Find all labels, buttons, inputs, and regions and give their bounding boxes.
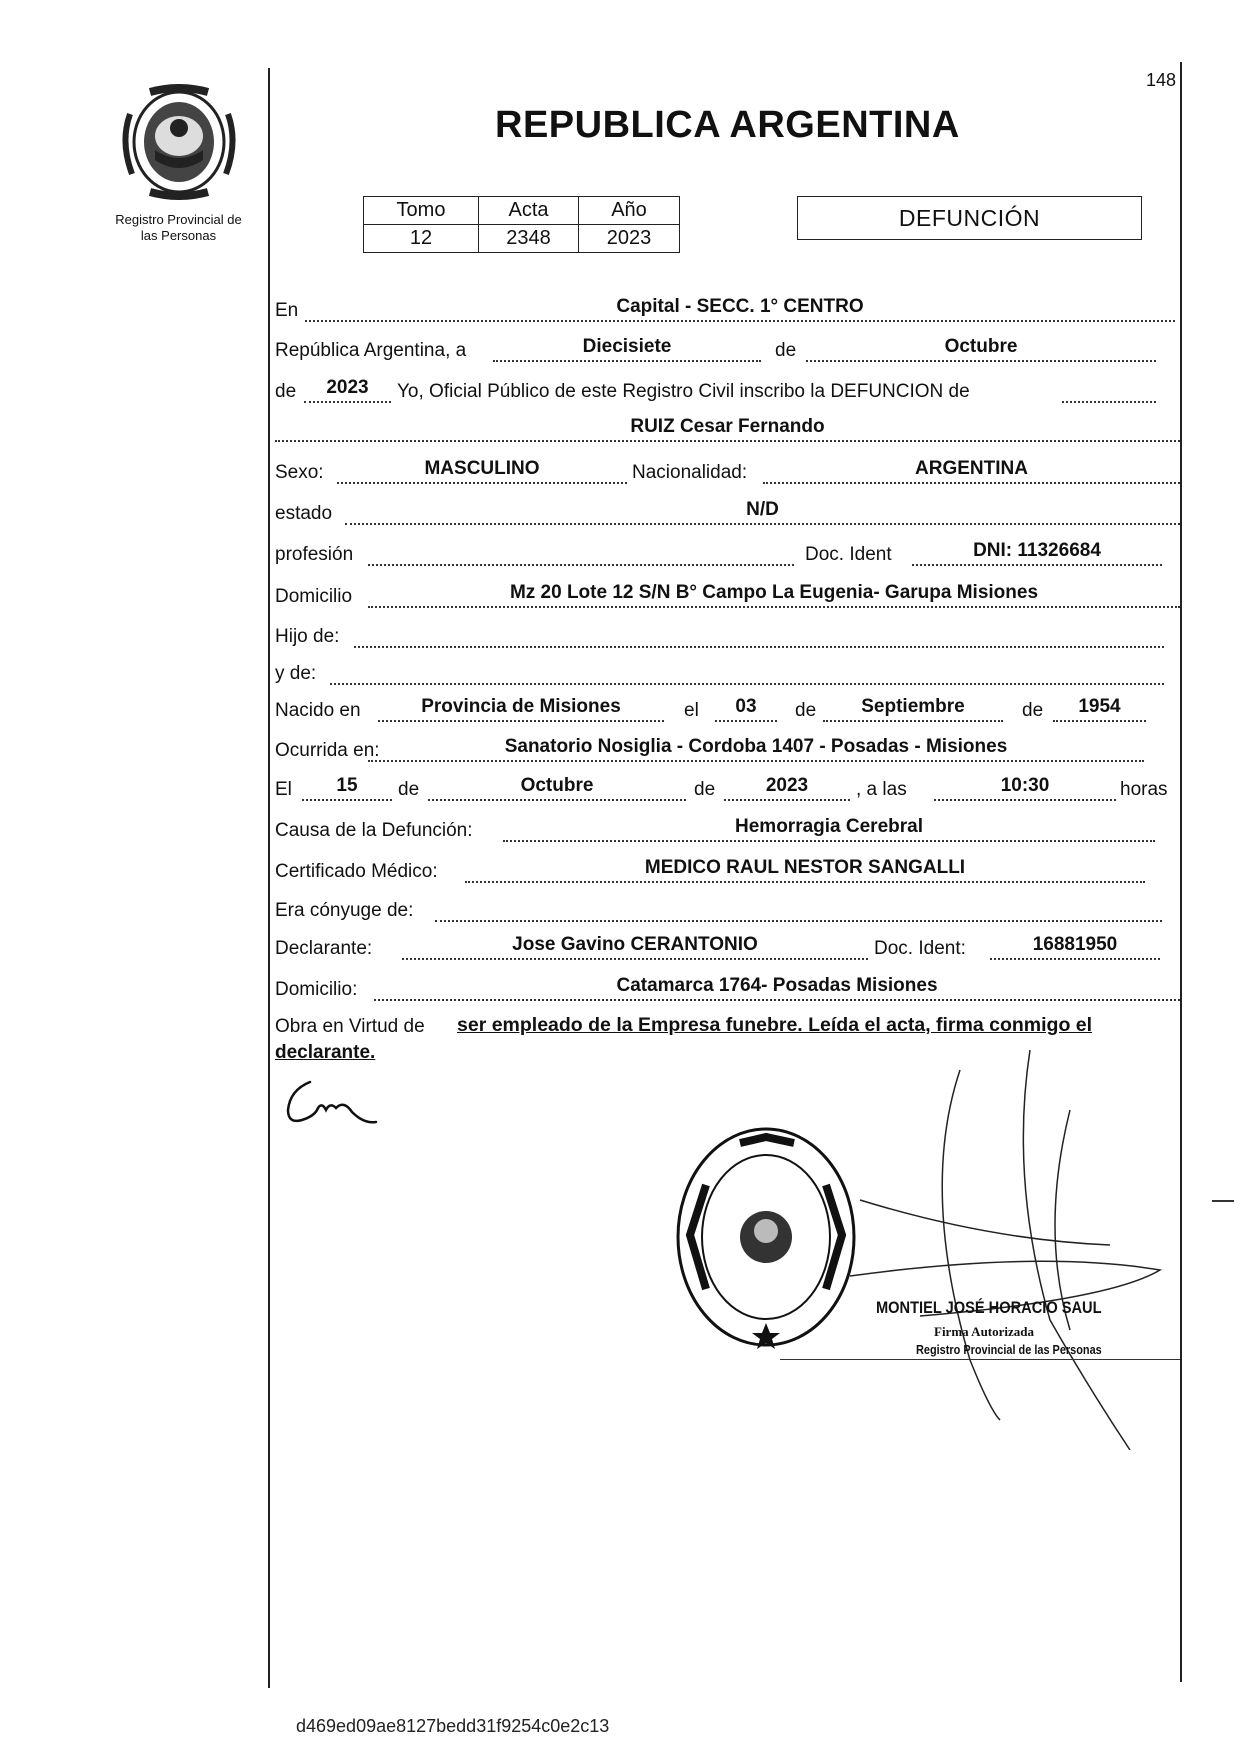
registry-label: Registro Provincial de las Personas <box>115 212 242 243</box>
official-signature <box>840 1030 1170 1450</box>
field-def-anio: 2023 <box>724 772 850 801</box>
tomo-header: Tomo <box>364 197 479 225</box>
province-emblem-logo <box>120 84 238 200</box>
signer-org: Registro Provincial de las Personas <box>916 1342 1102 1357</box>
field-hijo-de <box>354 619 1164 648</box>
label-en: En <box>275 300 299 321</box>
label-domicilio: Domicilio <box>275 586 353 607</box>
field-causa: Hemorragia Cerebral <box>503 813 1155 842</box>
label-de3: de <box>795 700 817 721</box>
field-declarante-doc: 16881950 <box>990 931 1160 960</box>
field-conyuge <box>435 893 1162 922</box>
label-conyuge: Era cónyuge de: <box>275 900 414 921</box>
label-de2: de <box>275 381 297 402</box>
label-de5: de <box>398 779 420 800</box>
field-estado: N/D <box>345 496 1180 525</box>
field-dni: DNI: 11326684 <box>912 537 1162 566</box>
declarant-signature <box>280 1072 390 1137</box>
label-nacionalidad: Nacionalidad: <box>632 462 748 483</box>
label-el: el <box>684 700 699 721</box>
label-y-de: y de: <box>275 663 317 684</box>
field-declarante-domicilio: Catamarca 1764- Posadas Misiones <box>374 972 1180 1001</box>
field-nac-dia: 03 <box>715 693 777 722</box>
right-margin-line <box>1180 62 1182 1682</box>
signature-underline <box>780 1359 1180 1360</box>
label-sexo: Sexo: <box>275 462 324 483</box>
field-hora: 10:30 <box>934 772 1116 801</box>
label-de: de <box>775 340 797 361</box>
label-doc-ident: Doc. Ident <box>805 544 892 565</box>
left-margin-line <box>268 68 270 1688</box>
label-obra: Obra en Virtud de <box>275 1016 425 1037</box>
field-def-dia: 15 <box>302 772 392 801</box>
signer-role: Firma Autorizada <box>934 1324 1035 1339</box>
label-a-las: , a las <box>856 779 907 800</box>
field-dia-letras: Diecisiete <box>493 333 761 362</box>
label-inscribo: Yo, Oficial Público de este Registro Civil inscribo la DEFUNCION de <box>397 381 970 402</box>
field-lugar: Capital - SECC. 1° CENTRO <box>305 293 1175 322</box>
field-domicilio: Mz 20 Lote 12 S/N B° Campo La Eugenia- Garupa Misiones <box>368 579 1180 608</box>
label-de6: de <box>694 779 716 800</box>
label-causa: Causa de la Defunción: <box>275 820 473 841</box>
reference-table <box>363 196 680 253</box>
label-estado: estado <box>275 503 333 524</box>
label-de4: de <box>1022 700 1044 721</box>
field-fallecido: RUIZ Cesar Fernando <box>275 413 1180 442</box>
field-sexo: MASCULINO <box>337 455 627 484</box>
field-certificado: MEDICO RAUL NESTOR SANGALLI <box>465 854 1145 883</box>
label-profesion: profesión <box>275 544 354 565</box>
label-ocurrida-en: Ocurrida en: <box>275 740 380 761</box>
field-inscribo-blank <box>1062 374 1156 403</box>
field-obra-line1: ser empleado de la Empresa funebre. Leída el acta, firma conmigo el <box>457 1014 1093 1036</box>
label-republica-a: República Argentina, a <box>275 340 467 361</box>
field-y-de <box>330 656 1164 685</box>
document-title: REPUBLICA ARGENTINA <box>495 104 960 146</box>
page-number: 148 <box>1146 70 1177 90</box>
field-profesion <box>368 537 794 566</box>
field-anio: 2023 <box>304 374 391 403</box>
field-obra-line2: declarante. <box>275 1042 376 1063</box>
document-hash: d469ed09ae8127bedd31f9254c0e2c13 <box>296 1716 610 1736</box>
label-declarante: Declarante: <box>275 938 373 959</box>
signer-name: MONTIEL JOSÉ HORACIO SAUL <box>876 1298 1102 1317</box>
field-nacionalidad: ARGENTINA <box>763 455 1180 484</box>
field-nac-anio: 1954 <box>1053 693 1146 722</box>
acta-value: 2348 <box>479 225 579 253</box>
label-certificado: Certificado Médico: <box>275 861 438 882</box>
tomo-value: 12 <box>364 225 479 253</box>
record-type-box: DEFUNCIÓN <box>797 196 1142 240</box>
label-el2: El <box>275 779 292 800</box>
label-nacido-en: Nacido en <box>275 700 361 721</box>
label-hijo-de: Hijo de: <box>275 626 340 647</box>
edge-mark <box>1212 1200 1234 1202</box>
field-ocurrida-en: Sanatorio Nosiglia - Cordoba 1407 - Posadas - Misiones <box>368 733 1144 762</box>
label-horas: horas <box>1120 779 1168 800</box>
label-doc-ident2: Doc. Ident: <box>874 938 966 959</box>
field-nac-mes: Septiembre <box>823 693 1003 722</box>
field-def-mes: Octubre <box>428 772 686 801</box>
anio-header: Año <box>579 197 680 225</box>
field-mes: Octubre <box>806 333 1156 362</box>
acta-header: Acta <box>479 197 579 225</box>
field-declarante: Jose Gavino CERANTONIO <box>402 931 868 960</box>
field-nacido-en: Provincia de Misiones <box>378 693 664 722</box>
label-domicilio2: Domicilio: <box>275 979 358 1000</box>
anio-value: 2023 <box>579 225 680 253</box>
